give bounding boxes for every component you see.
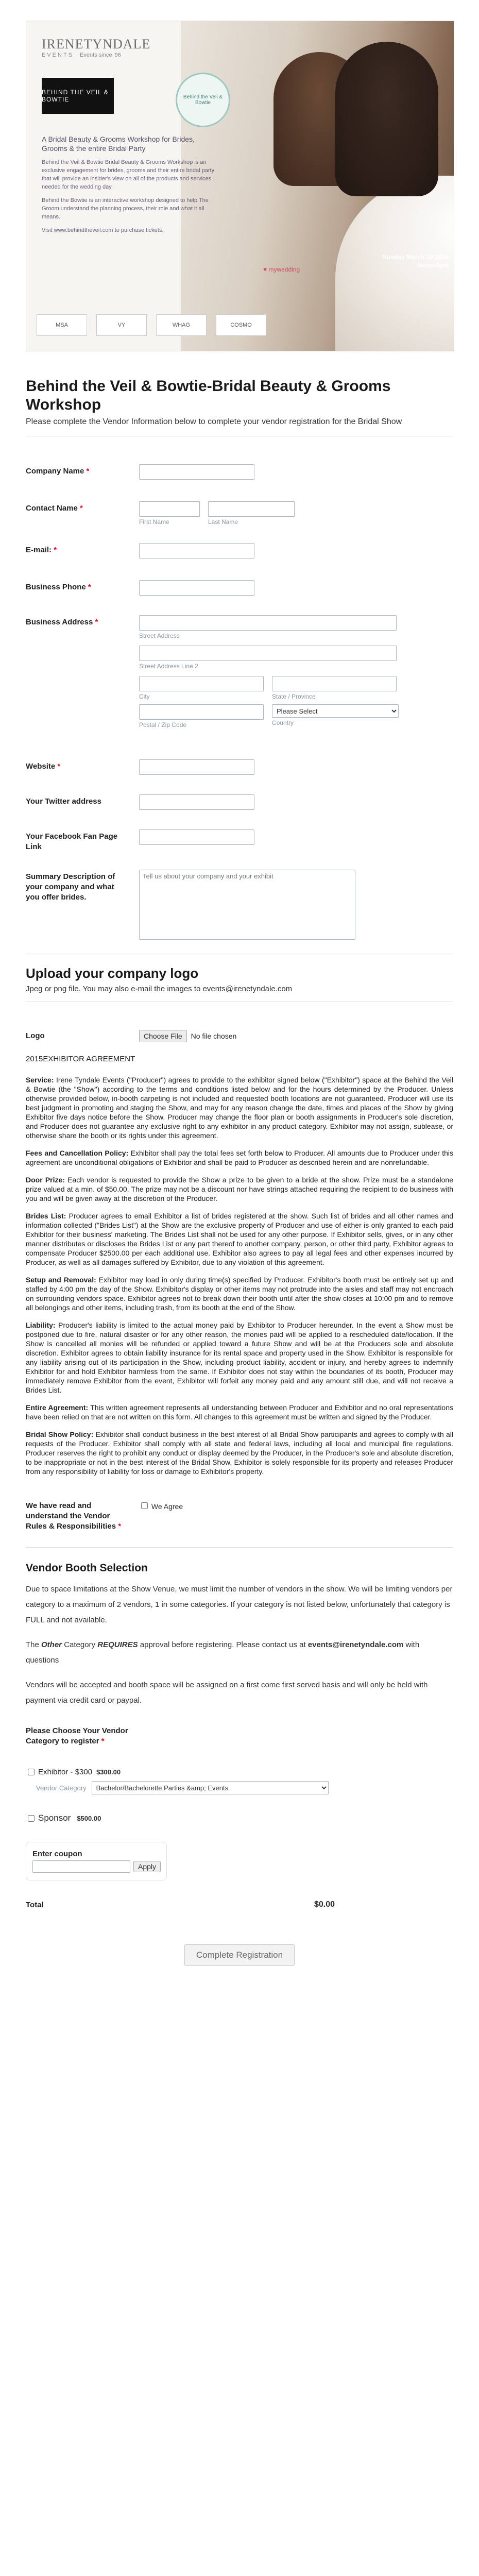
brand-logo: IRENETYNDALE bbox=[42, 37, 151, 52]
summary-label: Summary Description of your company and what you offer brides. bbox=[26, 872, 115, 902]
sponsor-label: Sponsor bbox=[38, 1813, 71, 1823]
twitter-label: Your Twitter address bbox=[26, 797, 101, 806]
summary-textarea[interactable] bbox=[139, 870, 355, 940]
sponsor-logo-2: VY bbox=[96, 314, 147, 336]
heart-icon: ♥ bbox=[263, 266, 267, 273]
coupon-box bbox=[26, 1842, 167, 1880]
hero-paragraph-3: Visit www.behindtheveil.com to purchase tickets. bbox=[42, 227, 164, 233]
summary-row bbox=[26, 870, 453, 942]
vendor-category-label: Vendor Category bbox=[36, 1784, 87, 1792]
apply-coupon-button[interactable]: Apply bbox=[133, 1861, 161, 1872]
booth-section bbox=[26, 1562, 453, 1708]
agree-label: We have read and understand the Vendor Rules & Responsibilities * bbox=[26, 1501, 122, 1531]
sponsor-logos bbox=[37, 310, 356, 341]
city-sublabel: City bbox=[139, 693, 150, 700]
category-section bbox=[26, 1724, 453, 1823]
website-label: Website * bbox=[26, 762, 61, 771]
coupon-label: Enter coupon bbox=[32, 1850, 82, 1858]
agreement-section: Setup and Removal: Exhibitor may load in only during time(s) specified by Producer. Exhibitor's booth must be entirely set up and staffed by 4:00 pm the day of the Show. Exhibitor's display or other items may not protrude into the aisles and staff may not encroach on surrounding vendors space. Exhibitor agrees not to break down their booth until after the show closes at 10:00 pm and to remove all belongings and other items, including trash, from its booth at the end of the Show. bbox=[26, 1276, 453, 1312]
website-row bbox=[26, 759, 453, 775]
country-select[interactable] bbox=[272, 704, 399, 718]
event-info: Sunday March 20 2016 Noon-5pm bbox=[382, 253, 449, 269]
facebook-row bbox=[26, 829, 453, 852]
hero-paragraph-2: Behind the Bowtie is an interactive workshop designed to help The Groom understand the planning process, their role and what it all means. bbox=[42, 197, 209, 220]
registration-page bbox=[26, 21, 453, 1966]
choose-file-button[interactable]: Choose File bbox=[139, 1030, 187, 1042]
agreement-section: Door Prize: Each vendor is requested to provide the Show a prize to be given to a bride at the show. Prize must be a standalone prize valued at a min. of $50.00. The prize may not be a discount nor have strings attached requiring the recipient to do business with you and will be given away at the discretion of the Producer. bbox=[26, 1176, 453, 1202]
state-input[interactable] bbox=[272, 676, 397, 691]
twitter-row bbox=[26, 794, 453, 810]
logo-upload-row bbox=[26, 1030, 453, 1042]
company-name-row bbox=[26, 464, 453, 480]
company-name-input[interactable] bbox=[139, 464, 254, 480]
address-label: Business Address * bbox=[26, 618, 98, 626]
exhibitor-label: Exhibitor - $300 bbox=[38, 1768, 93, 1776]
agreement-heading: 2015EXHIBITOR AGREEMENT bbox=[26, 1055, 135, 1063]
vendor-category-row bbox=[36, 1781, 453, 1794]
exhibitor-checkbox[interactable] bbox=[28, 1769, 35, 1775]
booth-paragraph-3: Vendors will be accepted and booth space will be assigned on a first come first served basis and will only be held with payment via credit card or paypal. bbox=[26, 1681, 428, 1705]
phone-input[interactable] bbox=[139, 580, 254, 596]
agree-option-text: We Agree bbox=[151, 1502, 183, 1511]
first-name-sublabel: First Name bbox=[139, 518, 169, 526]
veil-bowtie-logo: BEHIND THE VEIL & BOWTIE bbox=[42, 78, 114, 114]
file-status: No file chosen bbox=[191, 1032, 237, 1040]
contact-name-row bbox=[26, 501, 453, 526]
street-input[interactable] bbox=[139, 615, 397, 631]
agreement-section: Liability: Producer's liability is limited to the actual money paid by Exhibitor to Producer hereunder. In the event a Show must be postponed due to fire, natural disaster or for any other reason, the monies paid will be applied to a rescheduled date/location. If the Show is cancelled all monies will be refunded or applied toward a future Show and will be at the Producers sole and absolute discretion. Exhibitor agrees to obtain liability insurance for its rental space and property used in the Show. Exhibitor is responsible for any liability arising out of its participation in the Show, including product liability, accident or injury, and hereby agrees to indemnify Exhibitor for and hold Exhibitor harmless from the same. If Exhibitor does not stay within the boundaries of its booth, Producer may immediately remove Exhibitor from the event, Exhibitor will forfeit any money paid and any amount still due, and will not receive a Brides List. bbox=[26, 1321, 454, 1394]
street2-input[interactable] bbox=[139, 646, 397, 661]
state-sublabel: State / Province bbox=[272, 693, 316, 700]
brand-sub-text: EVENTS bbox=[42, 52, 74, 58]
exhibitor-option bbox=[26, 1767, 453, 1777]
mywedding-logo bbox=[263, 266, 300, 273]
workshop-badge: Behind the Veil & Bowtie bbox=[176, 73, 230, 127]
agreement-section: Fees and Cancellation Policy: Exhibitor shall pay the total fees set forth below to Producer. All amounts due to Producer under this agreement are unconditional obligations of Exhibitor and shall be paid to Producer as described herein and are nonrefundable. bbox=[26, 1149, 453, 1166]
total-row bbox=[26, 1898, 453, 1910]
groom-silhouette bbox=[335, 42, 438, 196]
agree-option[interactable] bbox=[139, 1502, 183, 1511]
zip-input[interactable] bbox=[139, 704, 264, 720]
brand-tag: Events since '96 bbox=[80, 52, 121, 58]
website-input[interactable] bbox=[139, 759, 254, 775]
form-header bbox=[26, 377, 453, 428]
sponsor-option bbox=[26, 1813, 453, 1823]
email-label: E-mail: * bbox=[26, 546, 57, 554]
page-subtitle: Please complete the Vendor Information below to complete your vendor registration for the Bridal Show bbox=[26, 417, 402, 426]
sponsor-logo-1: MSA bbox=[37, 314, 87, 336]
total-value: $0.00 bbox=[314, 1900, 335, 1909]
mywedding-text: mywedding bbox=[268, 266, 300, 273]
total-label: Total bbox=[26, 1901, 44, 1909]
address-row bbox=[26, 615, 453, 728]
page-title: Behind the Veil & Bowtie-Bridal Beauty & Grooms Workshop bbox=[26, 378, 391, 413]
divider bbox=[26, 1547, 453, 1548]
booth-title: Vendor Booth Selection bbox=[26, 1562, 148, 1574]
city-input[interactable] bbox=[139, 676, 264, 691]
submit-area bbox=[26, 1944, 453, 1966]
hero-banner bbox=[26, 21, 454, 351]
vendor-category-select[interactable] bbox=[92, 1781, 329, 1794]
brand-sub bbox=[42, 52, 121, 58]
sponsor-logo-4: COSMO bbox=[216, 314, 266, 336]
email-field[interactable] bbox=[139, 543, 254, 558]
street-sublabel: Street Address bbox=[139, 632, 180, 639]
logo-label: Logo bbox=[26, 1031, 45, 1040]
logo-section-title: Upload your company logo bbox=[26, 965, 199, 981]
exhibitor-price: $300.00 bbox=[96, 1768, 121, 1776]
coupon-input[interactable] bbox=[32, 1860, 130, 1873]
phone-row bbox=[26, 580, 453, 596]
zip-sublabel: Postal / Zip Code bbox=[139, 721, 187, 728]
company-name-label: Company Name * bbox=[26, 467, 90, 476]
agreement-section: Brides List: Producer agrees to email Exhibitor a list of brides registered at the show. Such list of brides and all other names and information collected ("Brides List") at the Show are the exclusive property of Producer and use of either is only granted to each paid Exhibitor for their business' marketing. The Brides List shall not be used for any other purpose. If Exhibitor sells, gives, or in any other manner distributes or discloses the Brides List or any part thereof to another company, person, or other third party, Exhibitor agrees to compensate Producer $2500.00 per each additional use. Exhibitor also agrees to pay all legal fees and other expenses incurred by Producer, as well as all damages suffered by Exhibitor, due to any violation of this agreement. bbox=[26, 1212, 453, 1266]
sponsor-price: $500.00 bbox=[77, 1814, 101, 1822]
sponsor-logo-3: WHAG bbox=[156, 314, 207, 336]
first-name-input[interactable] bbox=[139, 501, 200, 517]
twitter-input[interactable] bbox=[139, 794, 254, 810]
contact-name-label: Contact Name * bbox=[26, 504, 83, 513]
agreement-section: Service: Irene Tyndale Events ("Producer") agrees to provide to the exhibitor signed below ("Exhibitor") space at the Behind the Veil & Bowtie (the "Show") according to the terms and conditions listed below and for the hours determined by the Producer. Unless otherwise provided below, in-booth carpeting is not included and requested booth locations are not guaranteed. Producer will use its best judgment in promoting and staging the Show, and may for any reason change the date, times and places of the Show by giving Exhibitor five days notice before the Show. Producer may change the floor plan or booth assignments in Producer's sole discretion, and Producer does not guarantee any exclusive right to any exhibitor in any product category. Exhibitor may not assign, sublease, or otherwise share the booth or its rights under this agreement. bbox=[26, 1076, 454, 1140]
agree-row bbox=[26, 1499, 453, 1532]
agree-checkbox[interactable] bbox=[141, 1502, 148, 1509]
hero-paragraph-1: Behind the Veil & Bowtie Bridal Beauty & Grooms Workshop is an exclusive engagement for brides, grooms and their entire bridal party that will provide an insider's view on all of the products and services needed for the wedding day. bbox=[42, 159, 215, 190]
last-name-input[interactable] bbox=[208, 501, 295, 517]
street2-sublabel: Street Address Line 2 bbox=[139, 663, 198, 670]
facebook-input[interactable] bbox=[139, 829, 254, 845]
email-row bbox=[26, 543, 453, 558]
category-label: Please Choose Your Vendor Category to register * bbox=[26, 1726, 128, 1745]
logo-section bbox=[26, 965, 453, 993]
booth-paragraph-2: The Other Category REQUIRES approval before registering. Please contact us at events@irenetyndale.com with questions bbox=[26, 1640, 420, 1665]
sponsor-checkbox[interactable] bbox=[28, 1815, 35, 1822]
agreement-section: Entire Agreement: This written agreement represents all understanding between Producer and Exhibitor and no oral representations have been relied on that are not written on this form. All changes to this agreement must be written and signed by the Producer. bbox=[26, 1403, 453, 1421]
agreement-section: Bridal Show Policy: Exhibitor shall conduct business in the best interest of all Bridal Show participants and agrees to comply with all requests of the Producer. Exhibitor shall comply with all state and federal laws, including all local and municipal fire regulations. Producer reserves the right to prohibit any conduct or display deemed by the Producer, in the Producer's sole and absolute discretion, to be inappropriate or not in the best interest of the Bridal Show. Exhibitor is solely responsible for its property and releases Producer from any responsibility of liability for loss or damage to Exhibitor's property. bbox=[26, 1430, 453, 1476]
last-name-sublabel: Last Name bbox=[208, 518, 238, 526]
phone-label: Business Phone * bbox=[26, 583, 91, 591]
complete-registration-button[interactable]: Complete Registration bbox=[184, 1944, 295, 1966]
logo-section-desc: Jpeg or png file. You may also e-mail the images to events@irenetyndale.com bbox=[26, 985, 293, 993]
facebook-label: Your Facebook Fan Page Link bbox=[26, 832, 118, 851]
hero-tagline: A Bridal Beauty & Grooms Workshop for Brides, Grooms & the entire Bridal Party bbox=[42, 135, 195, 152]
hero-text bbox=[42, 134, 222, 240]
exhibitor-agreement bbox=[26, 1055, 453, 1476]
country-sublabel: Country bbox=[272, 719, 294, 726]
booth-paragraph-1: Due to space limitations at the Show Venue, we must limit the number of vendors in the show. We will be limiting vendors per category to a maximum of 2 vendors, 1 in some categories. If your category is not listed below, unfortunately that category is FULL and not available. bbox=[26, 1585, 453, 1624]
